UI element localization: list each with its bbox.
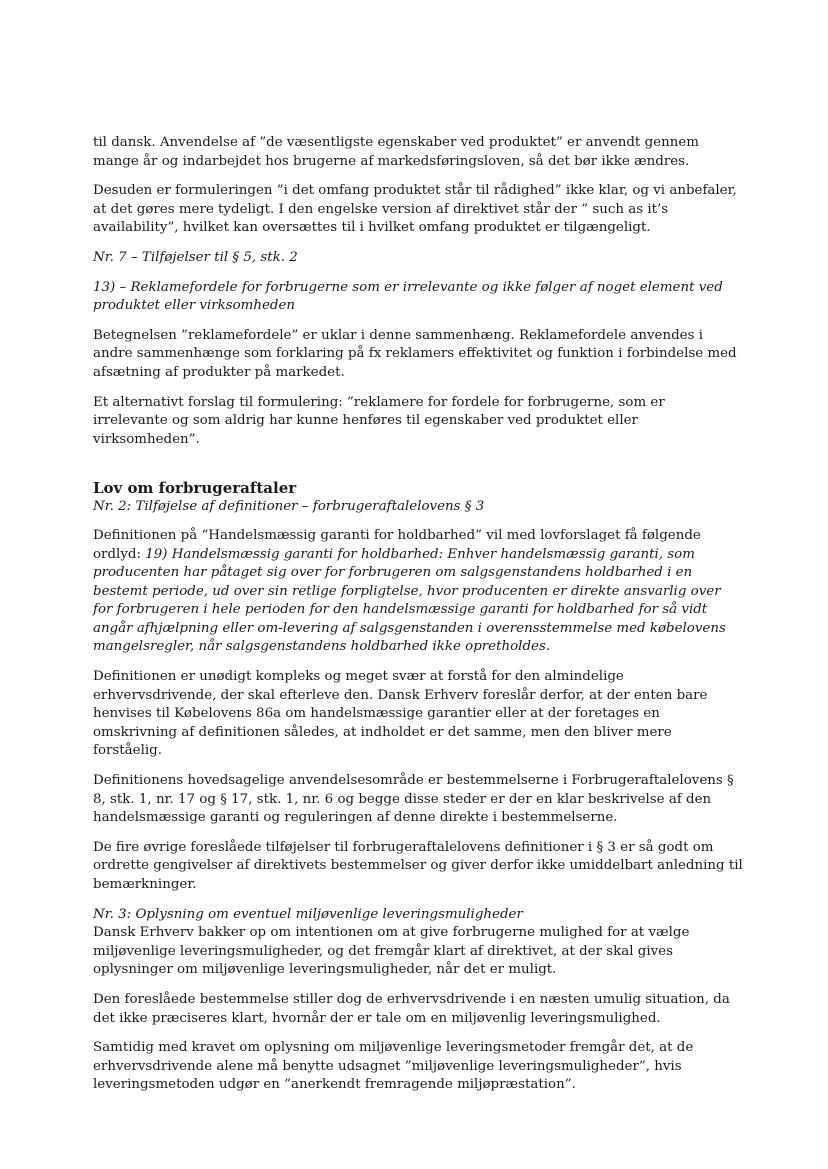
paragraph-text: Definitionen på “Handelsmæssig garanti for holdbarhed” vil med lovforslaget få følgende ordlyd: xyxy=(93,527,701,562)
paragraph: De fire øvrige foreslåede tilføjelser til forbrugeraftalelovens definitioner i § 3 er så godt om ordrette gengivelser af direktivets bestemmelser og giver derfor ikke umiddelbart anledning til bemærkninger. xyxy=(93,839,743,892)
paragraph xyxy=(93,527,743,657)
section-heading: Lov om forbrugeraftaler xyxy=(93,479,297,498)
paragraph: Betegnelsen ”reklamefordele” er uklar i denne sammenhæng. Reklamefordele anvendes i andre sammenhænge som forklaring på fx reklamers effektivitet og funktion i forbindelse med afsætning af produkter på markedet. xyxy=(93,327,737,380)
paragraph: Den foreslåede bestemmelse stiller dog de erhvervsdrivende i en næsten umulig situation, da det ikke præciseres klart, hvornår der er tale om en miljøvenlig leveringsmulighed. xyxy=(93,991,730,1026)
paragraph: Samtidig med kravet om oplysning om miljøvenlige leveringsmetoder fremgår det, at de erhvervsdrivende alene må benytte udsagnet ”miljøvenlige leveringsmuligheder”, hvis leveringsmetoden udgør en ”anerkendt fremragende miljøpræstation”. xyxy=(93,1040,694,1093)
paragraph: til dansk. Anvendelse af ”de væsentligste egenskaber ved produktet” er anvendt gennem mange år og indarbejdet hos brugerne af markedsføringsloven, så det bør ikke ændres. xyxy=(93,135,699,169)
paragraph: Et alternativt forslag til formulering: ”reklamere for fordele for forbrugerne, som er irrelevante og som aldrig har kunne henføres til egenskaber ved produktet eller virksomheden”. xyxy=(93,394,665,447)
paragraph: Definitionens hovedsagelige anvendelsesområde er bestemmelserne i Forbrugeraftalelovens § 8, stk. 1, nr. 17 og § 17, stk. 1, nr. 6 og begge disse steder er der en klar beskrivelse af den handelsmæssige garanti og reguleringen af denne direkte i bestemmelserne. xyxy=(93,773,734,826)
document-page xyxy=(93,134,743,1106)
paragraph: Desuden er formuleringen ”i det omfang produktet står til rådighed” ikke klar, og vi anbefaler, at det gøres mere tydeligt. I den engelske version af direktivet står der ” such as it’s availability”, hvilket kan oversættes til i hvilket omfang produktet er tilgængeligt. xyxy=(93,183,737,236)
section-lov-om-forbrugeraftaler xyxy=(93,479,743,1095)
subheading: 13) – Reklamefordele for forbrugerne som er irrelevante og ikke følger af noget element ved produktet eller virksomheden xyxy=(93,279,723,314)
paragraph: Dansk Erhverv bakker op om intentionen om at give forbrugerne mulighed for at vælge miljøvenlige leveringsmuligheder, og det fremgår klart af direktivet, at der skal gives oplysninger om miljøvenlige leveringsmuligheder, når det er muligt. xyxy=(93,925,690,978)
paragraph: Definitionen er unødigt kompleks og meget svær at forstå for den almindelige erhvervsdrivende, der skal efterleve den. Dansk Erhverv foreslår derfor, at der enten bare henvises til Købelovens 86a om handelsmæssige garantier eller at der foretages en omskrivning af definitionen således, at indholdet er det samme, men den bliver mere forståelig. xyxy=(93,669,708,759)
subheading: Nr. 2: Tilføjelse af definitioner – forbrugeraftalelovens § 3 xyxy=(93,499,485,515)
subheading: Nr. 3: Oplysning om eventuel miljøvenlige leveringsmuligheder xyxy=(93,906,523,922)
definition-quote: 19) Handelsmæssig garanti for holdbarhed: Enhver handelsmæssig garanti, som producenten har påtaget sig over for forbrugeren om salgsgenstandens holdbarhed i en bestemt periode, ud over sin retlige forpligtelse, hvor producenten er direkte ansvarlig over for forbrugeren i hele perioden for den handelsmæssige garanti for holdbarhed for så vidt angår afhjælpning eller om-levering af salgsgenstanden i overensstemmelse med købelovens mangelsregler, når salgsgenstandens holdbarhed ikke opretholdes. xyxy=(93,546,726,655)
subheading: Nr. 7 – Tilføjelser til § 5, stk. 2 xyxy=(93,249,298,265)
